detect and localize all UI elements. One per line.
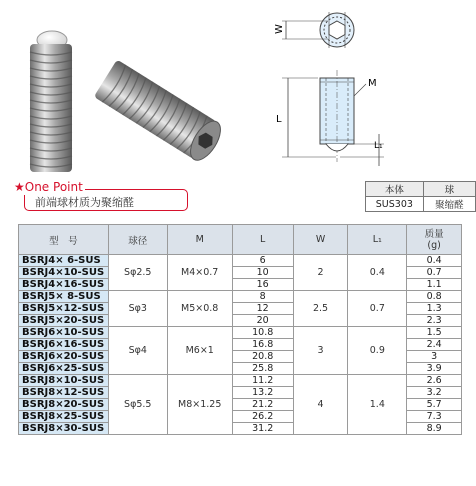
l1-cell: 0.9	[348, 327, 407, 375]
l-cell: 10.8	[232, 327, 293, 339]
material-table	[365, 181, 476, 212]
l1-cell: 0.7	[348, 291, 407, 327]
one-point-note	[14, 179, 192, 213]
m-cell: M6×1	[167, 327, 232, 375]
col-w: W	[293, 225, 348, 255]
mass-cell: 0.8	[407, 291, 462, 303]
mass-cell: 7.3	[407, 411, 462, 423]
l-cell: 16.8	[232, 339, 293, 351]
dim-w-label: W	[274, 24, 285, 34]
l-cell: 11.2	[232, 375, 293, 387]
l-cell: 26.2	[232, 411, 293, 423]
model-cell: BSRJ5× 8-SUS	[19, 291, 109, 303]
w-cell: 4	[293, 375, 348, 435]
dim-m-label: M	[368, 78, 377, 89]
mass-cell: 0.4	[407, 255, 462, 267]
ball-diameter-cell: Sφ5.5	[108, 375, 167, 435]
model-cell: BSRJ4×10-SUS	[19, 267, 109, 279]
model-cell: BSRJ4× 6-SUS	[19, 255, 109, 267]
mass-cell: 3.2	[407, 387, 462, 399]
model-cell: BSRJ8×25-SUS	[19, 411, 109, 423]
dim-l-label: L	[276, 114, 282, 125]
mass-cell: 2.6	[407, 375, 462, 387]
table-row	[19, 375, 462, 387]
model-cell: BSRJ8×10-SUS	[19, 375, 109, 387]
dim-l1-label: L₁	[374, 141, 383, 151]
col-ball-diameter: 球径	[108, 225, 167, 255]
mass-cell: 8.9	[407, 423, 462, 435]
one-point-title: ★One Point	[14, 180, 83, 194]
table-row	[19, 255, 462, 267]
material-ball-value: 聚缩醛	[423, 197, 475, 212]
model-cell: BSRJ6×10-SUS	[19, 327, 109, 339]
mass-cell: 0.7	[407, 267, 462, 279]
l1-cell: 0.4	[348, 255, 407, 291]
col-l: L	[232, 225, 293, 255]
model-cell: BSRJ8×20-SUS	[19, 399, 109, 411]
ball-diameter-cell: Sφ2.5	[108, 255, 167, 291]
spec-table-body	[19, 255, 462, 435]
material-body-value: SUS303	[366, 197, 424, 212]
m-cell: M4×0.7	[167, 255, 232, 291]
mass-cell: 2.3	[407, 315, 462, 327]
m-cell: M8×1.25	[167, 375, 232, 435]
w-cell: 3	[293, 327, 348, 375]
vertical-screw-image	[30, 31, 72, 172]
l-cell: 6	[232, 255, 293, 267]
l-cell: 25.8	[232, 363, 293, 375]
m-cell: M5×0.8	[167, 291, 232, 327]
model-cell: BSRJ5×20-SUS	[19, 315, 109, 327]
one-point-text: 前端球材质为聚缩醛	[35, 196, 134, 209]
ball-diameter-cell: Sφ4	[108, 327, 167, 375]
model-cell: BSRJ6×25-SUS	[19, 363, 109, 375]
model-cell: BSRJ5×12-SUS	[19, 303, 109, 315]
spec-table	[18, 224, 462, 435]
l-cell: 8	[232, 291, 293, 303]
model-cell: BSRJ8×30-SUS	[19, 423, 109, 435]
l-cell: 31.2	[232, 423, 293, 435]
l-cell: 21.2	[232, 399, 293, 411]
model-cell: BSRJ6×16-SUS	[19, 339, 109, 351]
mass-cell: 1.1	[407, 279, 462, 291]
col-m: M	[167, 225, 232, 255]
table-row	[19, 291, 462, 303]
col-mass: 质量 (g)	[407, 225, 462, 255]
mass-cell: 5.7	[407, 399, 462, 411]
mass-cell: 1.3	[407, 303, 462, 315]
model-cell: BSRJ4×16-SUS	[19, 279, 109, 291]
col-l1: L₁	[348, 225, 407, 255]
model-cell: BSRJ6×20-SUS	[19, 351, 109, 363]
l-cell: 13.2	[232, 387, 293, 399]
w-cell: 2	[293, 255, 348, 291]
table-row	[19, 327, 462, 339]
product-photo	[8, 16, 228, 176]
mass-cell: 2.4	[407, 339, 462, 351]
l-cell: 20.8	[232, 351, 293, 363]
ball-diameter-cell: Sφ3	[108, 291, 167, 327]
spec-header-row	[19, 225, 462, 255]
l-cell: 12	[232, 303, 293, 315]
material-header-ball: 球	[423, 182, 475, 197]
l-cell: 10	[232, 267, 293, 279]
one-point-title-wrap	[14, 176, 85, 195]
technical-drawing	[262, 0, 392, 168]
top-view	[282, 12, 354, 48]
mass-cell: 1.5	[407, 327, 462, 339]
tilted-screw-image	[94, 59, 227, 165]
mass-cell: 3	[407, 351, 462, 363]
w-cell: 2.5	[293, 291, 348, 327]
col-model: 型 号	[19, 225, 109, 255]
l-cell: 16	[232, 279, 293, 291]
model-cell: BSRJ8×12-SUS	[19, 387, 109, 399]
mass-cell: 3.9	[407, 363, 462, 375]
l-cell: 20	[232, 315, 293, 327]
material-header-body: 本体	[366, 182, 424, 197]
l1-cell: 1.4	[348, 375, 407, 435]
